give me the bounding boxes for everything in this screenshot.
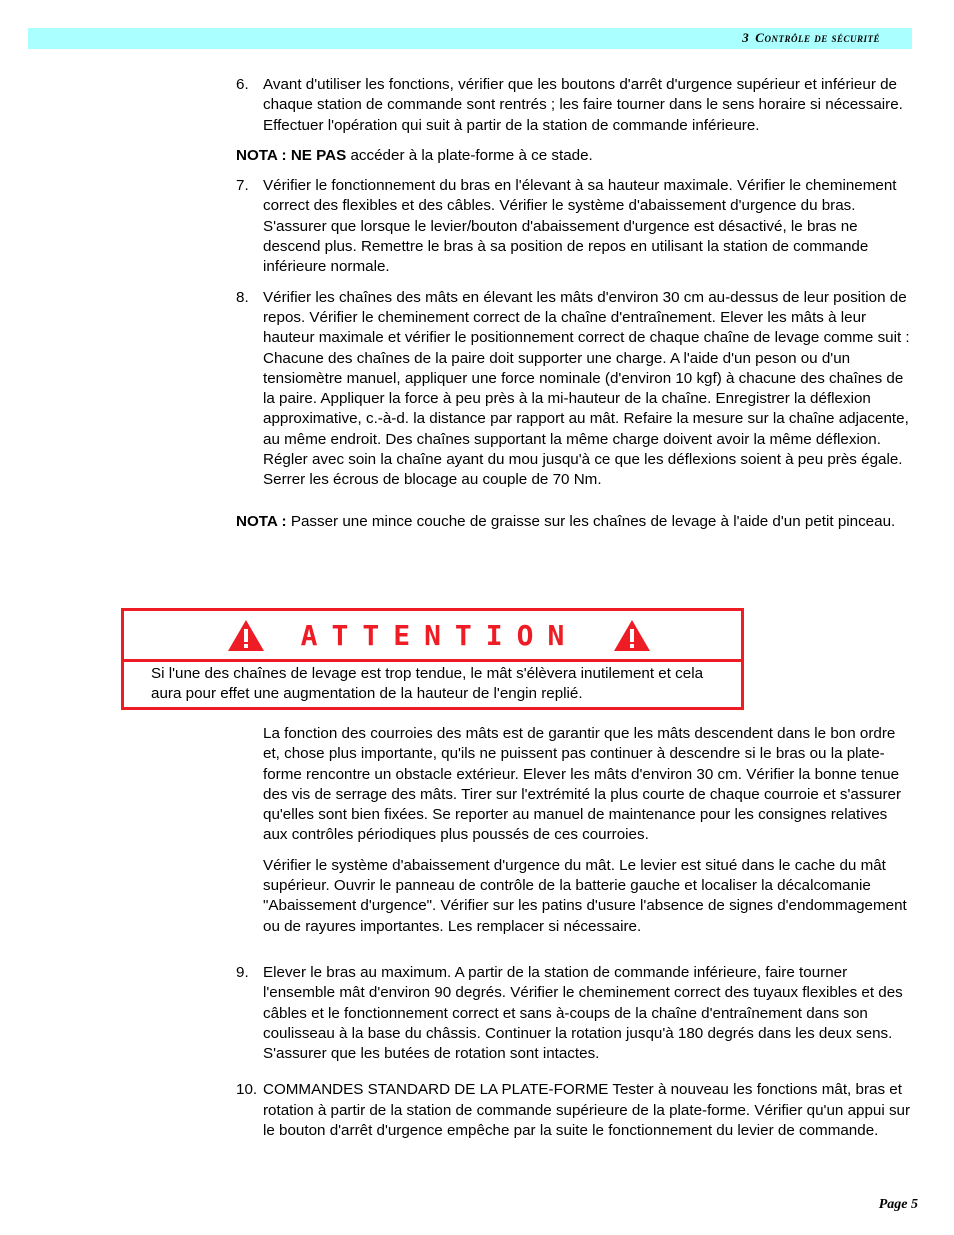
attention-header <box>124 611 741 662</box>
step-7 <box>236 176 912 277</box>
step-text: COMMANDES STANDARD DE LA PLATE-FORME Tester à nouveau les fonctions mât, bras et rotation à partir de la station de commande supérieure de la plate-forme. Vérifier qu'un appui sur le bouton d'arrêt d'urgence empêche par la suite le fonctionnement du levier de commande. <box>263 1081 911 1140</box>
attention-box <box>121 608 744 710</box>
attention-text: Si l'une des chaînes de levage est trop tendue, le mât s'élèvera inutilement et cela aura pour effet une augmentation de la hauteur de l'engin replié. <box>151 665 704 703</box>
paragraph-mast-straps: La fonction des courroies des mâts est de garantir que les mâts descendent dans le bon ordre et, chose plus importante, qu'ils ne puissent pas continuer à descendre si le bras ou la plate-forme rencontre un obstacle extérieur. Elever les mâts d'environ 30 cm. Vérifier la bonne tenue des vis de serrage des mâts. Tirer sur l'extrémité la plus courte de chaque courroie et s'assurer qu'elles sont bien fixées. Se reporter au manuel de maintenance pour les consignes relatives aux contrôles périodiques plus poussés de ces courroies. <box>263 725 902 844</box>
step-text: Vérifier les chaînes des mâts en élevant les mâts d'environ 30 cm au-dessus de leur position de repos. Vérifier le cheminement correct de la chaîne d'entraînement. Elever les mâts à leur hauteur maximale et vérifier le positionnement correct de chaque chaîne de levage comme suit : Chacune des chaînes de la paire doit supporter une charge. A l'aide d'un peson ou d'un tensiomètre manuel, appliquer une force nominale (d'environ 10 kgf) à chacune des chaînes de la paire. Appliquer la force à peu près à la mi-hauteur de la chaîne. Enregistrer la déflexion approximative, c.-à-d. la distance par rapport au mât. Refaire la mesure sur la chaîne adjacente, au même endroit. Des chaînes supportant la même charge doivent avoir la même déflexion. Régler avec soin la chaîne ayant du mou jusqu'à ce que les déflexions soient à peu près égale. Serrer les écrous de blocage au couple de 70 Nm. <box>263 288 910 489</box>
note-no-platform <box>236 146 912 166</box>
note-grease <box>236 512 912 532</box>
chapter-title: Contrôle de sécurité <box>755 30 880 45</box>
step-number: 6. <box>236 76 249 93</box>
paragraph-emergency-lowering: Vérifier le système d'abaissement d'urgence du mât. Le levier est situé dans le cache du mât supérieur. Ouvrir le panneau de contrôle de la batterie gauche et localiser la décalcomanie "Abaissement d'urgence". Vérifier sur les patins d'usure l'absence de signes d'endommagement ou de rayures importantes. Les remplacer si nécessaire. <box>263 856 907 935</box>
note-label: NOTA : NE PAS <box>236 146 347 164</box>
step-number: 8. <box>236 288 249 306</box>
warning-triangle-icon <box>613 619 651 652</box>
note-text: Passer une mince couche de graisse sur les chaînes de levage à l'aide d'un petit pinceau. <box>286 512 896 530</box>
step-10 <box>236 1080 912 1141</box>
chapter-number: 3 <box>742 30 750 45</box>
step-6 <box>236 75 912 136</box>
page-number: Page 5 <box>878 1197 918 1212</box>
chapter-header-bar <box>28 28 912 49</box>
step-9 <box>236 963 912 1064</box>
chapter-header <box>742 30 880 46</box>
step-number: 7. <box>236 177 249 195</box>
step-text: Elever le bras au maximum. A partir de la station de commande inférieure, faire tourner l'ensemble mât d'environ 90 degrés. Vérifier le cheminement correct des tuyaux flexibles et des câbles et le fonctionnement correct et sans à-coups de la chaîne d'entraînement dans son coulisseau à la base du châssis. Continuer la rotation jusqu'à 180 degrés dans les deux sens. S'assurer que les butées de rotation sont intactes. <box>263 963 903 1063</box>
step-8 <box>236 288 912 491</box>
main-content-continued <box>236 724 912 1151</box>
note-label: NOTA : <box>236 512 287 530</box>
note-text: accéder à la plate-forme à ce stade. <box>346 146 593 164</box>
attention-title: ATTENTION <box>300 619 579 652</box>
step-text: Avant d'utiliser les fonctions, vérifier que les boutons d'arrêt d'urgence supérieur et inférieur de chaque station de commande sont rentrés ; les faire tourner dans le sens horaire si nécessaire. Effectuer l'opération qui suit à partir de la station de commande inférieure. <box>263 76 903 134</box>
step-number: 10. <box>236 1081 258 1099</box>
main-content <box>236 75 912 542</box>
step-text: Vérifier le fonctionnement du bras en l'élevant à sa hauteur maximale. Vérifier le cheminement correct des flexibles et des câbles. Vérifier le système d'abaissement d'urgence du bras. S'assurer que lorsque le levier/bouton d'abaissement d'urgence est désactivé, le bras ne descend plus. Remettre le bras à sa position de repos en utilisant la station de commande inférieure normale. <box>263 177 897 276</box>
step-number: 9. <box>236 963 249 981</box>
